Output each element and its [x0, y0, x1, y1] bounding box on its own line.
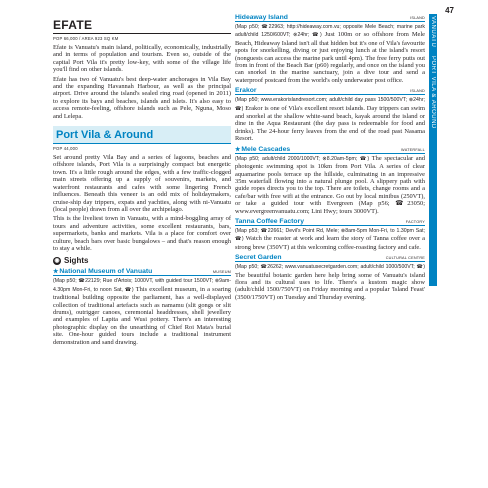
entry-body: [235, 155, 425, 215]
entry-name: Tanna Coffee Factory: [235, 217, 304, 225]
chapter-paragraph: Efate is Vanuatu's main island, politically, economically, industrially and in terms of population and tourism. Even so, outside of the capital Port Vila it's pretty low-key, with some of the village life you'll find on other islands.: [53, 44, 231, 74]
chapter-meta: POP 66,000 / AREA 923 SQ KM: [53, 36, 119, 41]
star-icon: ★: [235, 146, 241, 153]
entry-tag: FACTORY: [405, 219, 425, 224]
chapter-title: EFATE: [53, 18, 93, 32]
chapter-rule: [53, 33, 231, 34]
entry-practical: (Map p53; ☎22661; Devil's Point Rd, Mele; ⊗8am-5pm Mon-Fri, to 1.30pm Sat; ☎): [235, 227, 425, 243]
section-paragraph: This is the liveliest town in Vanuatu, with a mind-boggling array of tours and adventure activities, some excellent restaurants, bars, supermarkets, banks and markets. Vila is a place for comfort over culture, beach bars over basic bungalows – and that's reason enough to stay a while.: [53, 215, 231, 252]
entry-body: [235, 227, 425, 251]
entry-heading: [53, 268, 231, 276]
entry-tag: CULTURAL CENTRE: [385, 256, 425, 261]
entry-tag: ISLAND: [410, 89, 425, 94]
entry-tag: MUSEUM: [212, 270, 231, 275]
chapter-paragraph: Efate has two of Vanuatu's best deep-water anchorages in Vila Bay and the expanding Havannah Harbour, as well as the principal airport. Drive around the island's sealed ring road (opened in 2011) to explore its bays and beaches, islands and islets. It's also easy to access remote-feeling, offshore islands such as Pele, Nguna, Moso and Lelepa.: [53, 75, 231, 120]
section-title: Port Vila & Around: [56, 129, 154, 142]
section-rule: [53, 143, 231, 144]
eye-icon: ◉: [54, 258, 60, 265]
entry-tag: WATERFALL: [401, 147, 425, 152]
section-paragraph: Set around pretty Vila Bay and a series of lagoons, beaches and offshore islands, Port Vila is a surprisingly compact but energetic town. It's a little rough around the edges, with a few traffic-clogged main streets offering up a supply of souvenirs, markets, and waterfront restaurants and cafes with some lingering French influences. Beneath this veneer is an odd mix of holidaymakers, cruise-ship day trippers, expats and yachties, along with ni-Vanuatu (local people) drawn from all over the archipelago.: [53, 154, 231, 213]
sights-heading-label: Sights: [64, 256, 89, 266]
entry-text: The spectacular and photogenic swimming spot is 10km from Port Vila. A series of clear aquamarine pools terrace up the hillside, culminating in an impressive 35m waterfall flowing into a natural plunge pool. A slippery path with guide ropes directs you to the top. There are toilets, change rooms and a cafe/bar with free wifi at the entrance. Go out by local minibus (250VT), or take a guided tour with Evergreen (Map p56; ☎23050; www.evergreenvanuatu.com; Lini Hwy; tours 3000VT).: [235, 154, 425, 215]
entry-heading: [235, 218, 425, 226]
page-number: 47: [445, 6, 454, 15]
entry-name: [53, 268, 152, 275]
entry-practical: (Map p50; ☎22129; Rue d'Artois; 1000VT, with guided tour 1500VT; ⊗9am-4.30pm Mon-Fri, to noon Sat, ☎): [53, 278, 231, 293]
entry-heading: [235, 254, 425, 262]
side-tab-separator: [430, 49, 436, 53]
entry-body: [235, 263, 425, 301]
entry-tag: ISLAND: [410, 16, 425, 20]
entry-heading: [235, 146, 425, 154]
star-icon: ★: [53, 269, 59, 276]
entry-name: [235, 146, 290, 153]
entry-body: [235, 96, 425, 142]
entry-heading: [235, 14, 425, 22]
entry-heading: [235, 87, 425, 95]
entry-body: [53, 277, 231, 346]
entry-name: Secret Garden: [235, 254, 282, 262]
entry-name: Hideaway Island: [235, 14, 288, 21]
side-tab-region: PORT VILA & AROUND: [430, 55, 436, 129]
section-heading-box: [53, 126, 231, 143]
entry-practical: (Map p50; ☎26262; www.vanuatusecretgarden.com; adult/child 1000/500VT; ☎): [235, 264, 425, 271]
entry-practical: (Map p50; ☎22963; http://hideaway.com.vu; opposite Mele Beach; marine park adult/child 1250/600VT; ⊗24hr; ☎): [235, 24, 425, 39]
entry-practical: (Map p50; www.erakorislandresort.com; adult/child day pass 1500/500VT; ⊗24hr; ☎): [235, 97, 425, 112]
entry-name-text: Mele Cascades: [241, 145, 291, 153]
side-tab-country: VANUATU: [430, 16, 436, 48]
section-meta: POP 44,000: [53, 146, 78, 152]
left-column: [53, 14, 231, 348]
entry-name-text: National Museum of Vanuatu: [59, 268, 153, 276]
entry-text: The beautiful botanic garden here help bring some of Vanuatu's island flora and its cultural uses to life. There's a kustom magic show (adult/child 1500/750VT) on Friday morning and a popular 'Island Feast' (3500/1750VT) on Tuesday and Thursday evening.: [235, 271, 425, 301]
entry-practical: (Map p50; adult/child 2000/1000VT; ⊗8.20am-5pm; ☎): [235, 155, 370, 162]
right-column: [235, 14, 425, 303]
sights-heading: [53, 256, 231, 265]
entry-text: Just 100m or so offshore from Mele Beach, Hideaway Island isn't all that hidden but it's one of Vila's favourite spots for snorkelling, diving or just enjoying lunch at the island's resort (nonguests can access the marine park until 4pm). The free ferry putts out from in front of the Beach Bar (p60) regularly, and once on the island you can snorkel in the marine sanctuary, join a dive tour and send a waterproof postcard from the world's only underwater post office.: [235, 31, 425, 84]
entry-text: Watch the roaster at work and learn the story of Tanna coffee over a strong brew (350VT) at this welcoming coffee-roasting factory and cafe.: [235, 235, 426, 251]
entry-body: [235, 23, 425, 84]
entry-text: This excellent museum, in a soaring traditional building opposite the parliament, has a well-displayed collection of traditional artefacts such as namamu (slit gongs or slit drums), outrigger canoes, ceremonial headdresses, shell jewellery and examples of Lapita and Wusi pottery. There's an interesting photographic display on the unearthing of Chief Roi Mata's burial site. One-hour guided tours include a traditional instrument demonstration and sand drawing.: [53, 285, 231, 346]
entry-text: Erakor is one of Vila's excellent resort islands. Day trippers can swim and snorkel at the shallow white-sand beach, kayak around the island or dine in the Aqua Restaurant (the day pass is redeemable for food and drinks). The 24-hour ferry leaves from the end of the road past Nasama Resort.: [235, 104, 426, 143]
entry-name: Erakor: [235, 87, 257, 95]
side-tab-text: [430, 16, 436, 284]
